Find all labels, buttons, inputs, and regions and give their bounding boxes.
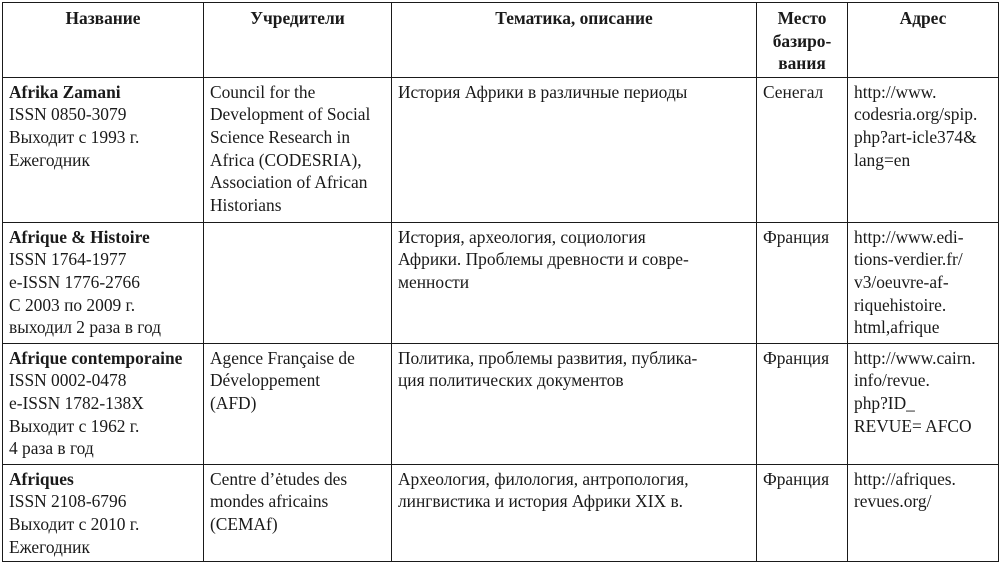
topic-line: ция политических документов	[398, 370, 624, 391]
header-address: Адрес	[848, 3, 999, 78]
cell-name	[3, 343, 204, 464]
founders-line: (AFD)	[210, 392, 257, 413]
address-line: http://www.	[854, 81, 937, 102]
cell-address	[848, 222, 999, 343]
cell-address	[848, 343, 999, 464]
topic-line: менности	[398, 271, 470, 292]
cell-founders	[204, 77, 392, 222]
address-line: http://www.cairn.	[854, 347, 976, 368]
journal-detail: Выходит с 2010 г.	[9, 513, 140, 534]
header-topic: Тематика, описание	[392, 3, 757, 78]
cell-name	[3, 222, 204, 343]
journal-detail: ISSN 0850-3079	[9, 104, 127, 125]
address-line: tions-verdier.fr/	[854, 249, 963, 270]
founders-line: Council for the	[210, 81, 316, 102]
journal-title: Afrique & Histoire	[9, 226, 150, 247]
table-row	[3, 343, 999, 464]
address-line: revues.org/	[854, 491, 932, 512]
journal-title: Afriques	[9, 468, 74, 489]
journal-title: Afrique contemporaine	[9, 347, 183, 368]
header-row	[3, 3, 999, 78]
cell-name	[3, 464, 204, 561]
cell-location: Франция	[757, 464, 848, 561]
cell-location: Франция	[757, 222, 848, 343]
cell-name	[3, 77, 204, 222]
address-line: codesria.org/spip.	[854, 104, 978, 125]
journal-detail: ISSN 2108-6796	[9, 491, 127, 512]
journal-title: Afrika Zamani	[9, 81, 121, 102]
journal-detail: ISSN 1764-1977	[9, 249, 127, 270]
cell-founders	[204, 464, 392, 561]
address-line: http://afriques.	[854, 468, 956, 489]
journal-detail: e-ISSN 1782-138X	[9, 392, 144, 413]
founders-line: Association of African	[210, 172, 368, 193]
address-line: info/revue.	[854, 370, 930, 391]
founders-line: Développement	[210, 370, 321, 391]
address-line: html,afrique	[854, 317, 940, 338]
founders-line: Development of Social	[210, 104, 371, 125]
journal-detail: e-ISSN 1776-2766	[9, 271, 140, 292]
address-line: http://www.edi-	[854, 226, 964, 247]
cell-location: Франция	[757, 343, 848, 464]
cell-address	[848, 77, 999, 222]
journal-detail: Ежегодник	[9, 536, 90, 557]
topic-line: История Африки в различные периоды	[398, 81, 688, 102]
founders-line: Science Research in	[210, 126, 351, 147]
topic-line: лингвистика и история Африки XIX в.	[398, 491, 684, 512]
topic-line: Африки. Проблемы древности и совре-	[398, 249, 689, 270]
address-line: riquehistoire.	[854, 294, 947, 315]
founders-line: Historians	[210, 194, 282, 215]
topic-line: Политика, проблемы развития, публика-	[398, 347, 698, 368]
header-location	[757, 3, 848, 78]
table-row	[3, 222, 999, 343]
journal-detail: Выходит с 1993 г.	[9, 126, 140, 147]
journal-detail: Выходит с 1962 г.	[9, 415, 140, 436]
address-line: v3/oeuvre-af-	[854, 271, 949, 292]
journal-detail: ISSN 0002-0478	[9, 370, 127, 391]
address-line: REVUE= AFCO	[854, 415, 972, 436]
cell-location: Сенегал	[757, 77, 848, 222]
cell-topic	[392, 222, 757, 343]
topic-line: История, археология, социология	[398, 226, 646, 247]
header-location-line: вания	[778, 53, 826, 74]
header-name: Название	[3, 3, 204, 78]
topic-line: Археология, филология, антропология,	[398, 468, 689, 489]
journal-detail: 4 раза в год	[9, 438, 94, 459]
journals-table	[2, 2, 999, 562]
address-line: lang=en	[854, 149, 911, 170]
cell-topic	[392, 464, 757, 561]
cell-topic	[392, 343, 757, 464]
header-founders: Учредители	[204, 3, 392, 78]
cell-founders	[204, 222, 392, 343]
table-row	[3, 464, 999, 561]
journal-detail: Ежегодник	[9, 149, 90, 170]
cell-founders	[204, 343, 392, 464]
journal-detail: С 2003 по 2009 г.	[9, 294, 136, 315]
cell-address	[848, 464, 999, 561]
cell-topic	[392, 77, 757, 222]
founders-line: Centre d’ėtudes des	[210, 468, 348, 489]
founders-line: (CEMAf)	[210, 513, 278, 534]
founders-line: Africa (CODESRIA),	[210, 149, 362, 170]
address-line: php?ID_	[854, 392, 915, 413]
journal-detail: выходил 2 раза в год	[9, 317, 161, 338]
founders-line: Agence Française de	[210, 347, 355, 368]
table-row	[3, 77, 999, 222]
founders-line: mondes africains	[210, 491, 329, 512]
address-line: php?art-icle374&	[854, 126, 977, 147]
header-location-line: базиро-	[772, 30, 832, 51]
header-location-line: Место	[777, 8, 827, 28]
